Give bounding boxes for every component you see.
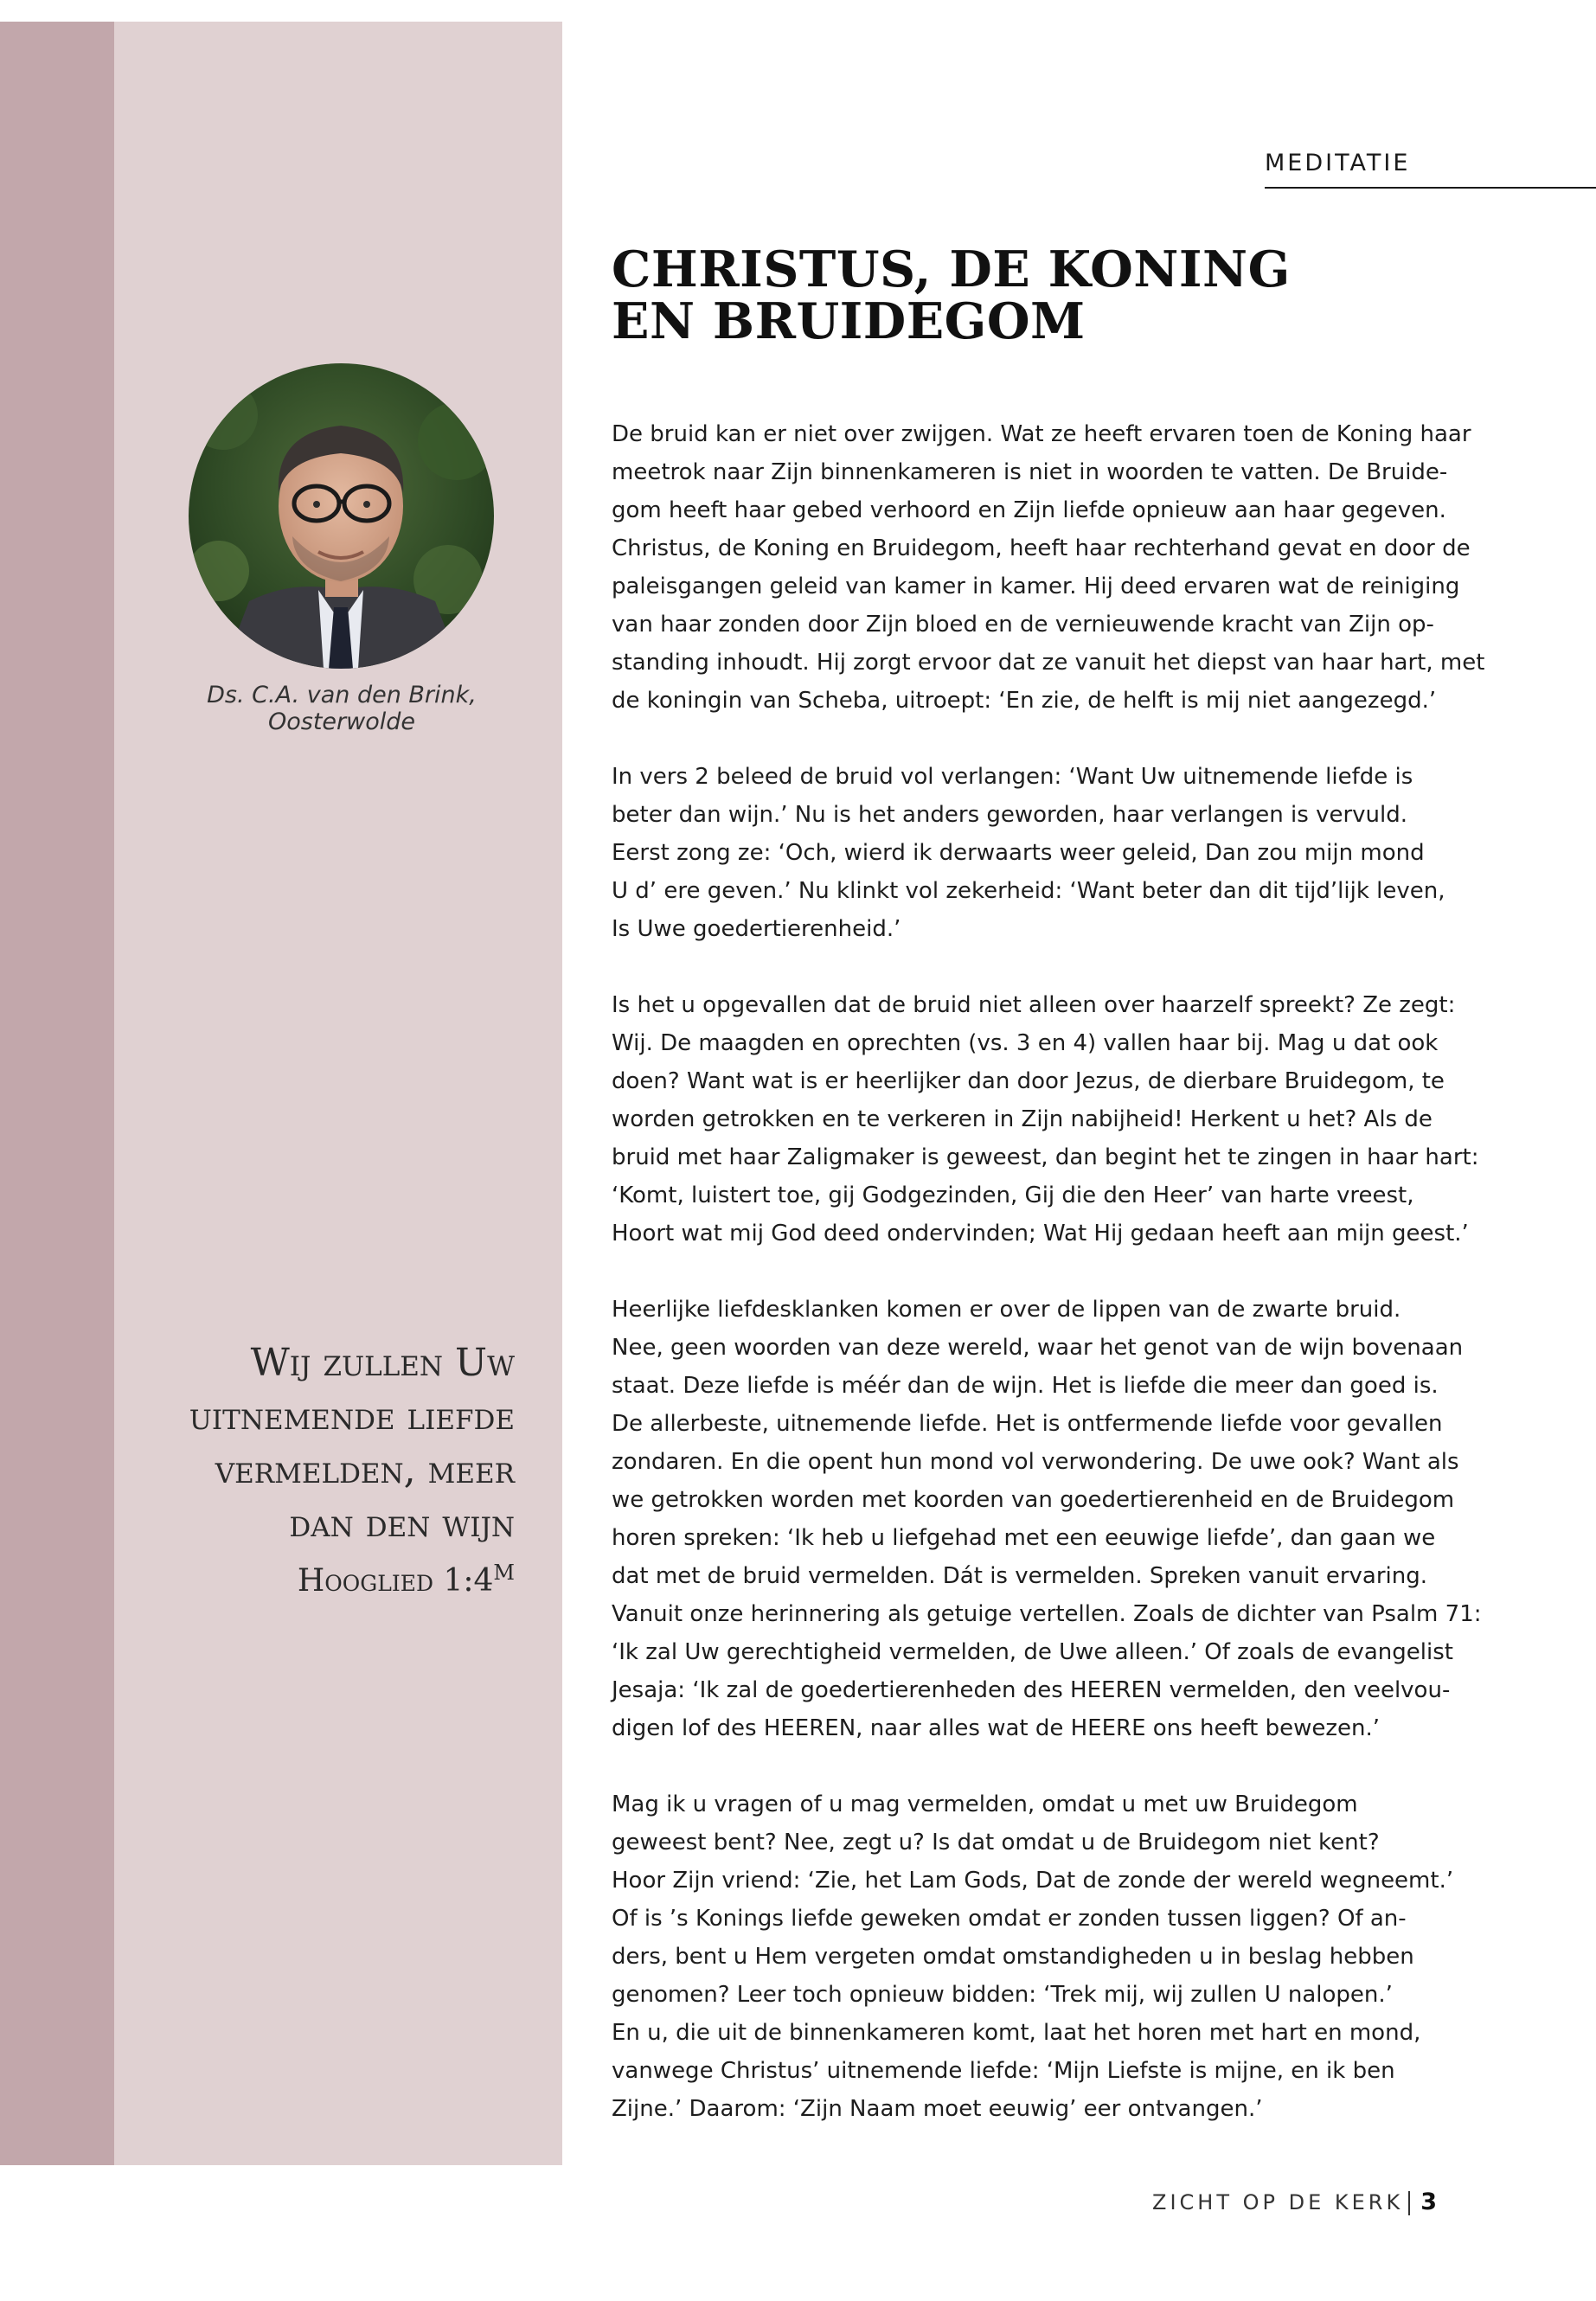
margin-band-dark <box>0 22 114 2165</box>
article-body <box>612 415 1485 2166</box>
text-line: beter dan wijn.’ Nu is het anders geworden, haar verlangen is vervuld. <box>612 802 1408 828</box>
pull-quote-reference-sup: M <box>493 1561 515 1585</box>
article-title <box>612 240 1390 350</box>
pull-quote <box>121 1336 515 1603</box>
text-line: geweest bent? Nee, zegt u? Is dat omdat u de Bruidegom niet kent? <box>612 1830 1380 1856</box>
text-line: van haar zonden door Zijn bloed en de vernieuwende kracht van Zijn op- <box>612 612 1434 638</box>
text-line: Heerlijke liefdesklanken komen er over de lippen van de zwarte bruid. <box>612 1297 1401 1323</box>
text-line: ders, bent u Hem vergeten omdat omstandigheden u in beslag hebben <box>612 1944 1414 1970</box>
text-line: Zijne.’ Daarom: ‘Zijn Naam moet eeuwig’ eer ontvangen.’ <box>612 2096 1263 2122</box>
pull-quote-line: uitnemende liefde <box>189 1394 515 1439</box>
text-line: Vanuit onze herinnering als getuige vertellen. Zoals de dichter van Psalm 71: <box>612 1601 1482 1627</box>
section-label-rule <box>1265 187 1596 189</box>
text-line: Is het u opgevallen dat de bruid niet alleen over haarzelf spreekt? Ze zegt: <box>612 992 1456 1018</box>
text-line: dat met de bruid vermelden. Dát is vermelden. Spreken vanuit ervaring. <box>612 1563 1428 1589</box>
text-line: ‘Komt, luistert toe, gij Godgezinden, Gij die den Heer’ van harte vreest, <box>612 1183 1414 1208</box>
text-line: worden getrokken en te verkeren in Zijn nabijheid! Herkent u het? Als de <box>612 1106 1433 1132</box>
text-line: horen spreken: ‘Ik heb u liefgehad met een eeuwige liefde’, dan gaan we <box>612 1525 1436 1551</box>
title-line: CHRISTUS, DE KONING <box>612 240 1291 298</box>
pull-quote-reference <box>121 1551 515 1603</box>
article-paragraph <box>612 415 1485 720</box>
footer-divider <box>1408 2191 1410 2215</box>
pull-quote-text <box>121 1336 515 1551</box>
text-line: staat. Deze liefde is méér dan de wijn. Het is liefde die meer dan goed is. <box>612 1373 1439 1399</box>
text-line: bruid met haar Zaligmaker is geweest, dan begint het te zingen in haar hart: <box>612 1144 1479 1170</box>
section-label: MEDITATIE <box>1265 150 1411 176</box>
text-line: In vers 2 beleed de bruid vol verlangen: ‘Want Uw uitnemende liefde is <box>612 764 1413 790</box>
text-line: Is Uwe goedertierenheid.’ <box>612 916 901 942</box>
text-line: De allerbeste, uitnemende liefde. Het is ontfermende liefde voor gevallen <box>612 1411 1443 1437</box>
article-paragraph <box>612 986 1479 1253</box>
margin-band-light <box>114 22 562 2165</box>
text-line: Wij. De maagden en oprechten (vs. 3 en 4) vallen haar bij. Mag u dat ook <box>612 1030 1439 1056</box>
text-line: Mag ik u vragen of u mag vermelden, omdat u met uw Bruidegom <box>612 1791 1358 1817</box>
text-line: ‘Ik zal Uw gerechtigheid vermelden, de Uwe alleen.’ Of zoals de evangelist <box>612 1639 1453 1665</box>
text-line: Nee, geen woorden van deze wereld, waar het genot van de wijn bovenaan <box>612 1335 1464 1361</box>
text-line: Eerst zong ze: ‘Och, wierd ik derwaarts weer geleid, Dan zou mijn mond <box>612 840 1425 866</box>
article-paragraph <box>612 1291 1482 1747</box>
text-line: vanwege Christus’ uitnemende liefde: ‘Mijn Liefste is mijne, en ik ben <box>612 2058 1395 2084</box>
text-line: Of is ’s Konings liefde geweken omdat er zonden tussen liggen? Of an- <box>612 1906 1407 1932</box>
text-line: De bruid kan er niet over zwijgen. Wat ze heeft ervaren toen de Koning haar <box>612 421 1471 447</box>
text-line: genomen? Leer toch opnieuw bidden: ‘Trek mij, wij zullen U nalopen.’ <box>612 1982 1393 2008</box>
text-line: doen? Want wat is er heerlijker dan door Jezus, de dierbare Bruidegom, te <box>612 1068 1445 1094</box>
author-photo-illustration <box>189 363 494 669</box>
page-number: 3 <box>1420 2189 1437 2215</box>
article-paragraph <box>612 1785 1454 2128</box>
pull-quote-line: vermelden, meer <box>215 1448 515 1492</box>
text-line: Hoort wat mij God deed ondervinden; Wat Hij gedaan heeft aan mijn geest.’ <box>612 1221 1469 1247</box>
page-footer <box>1152 2189 1437 2215</box>
text-line: standing inhoudt. Hij zorgt ervoor dat ze vanuit het diepst van haar hart, met <box>612 650 1485 676</box>
author-photo <box>189 363 494 669</box>
text-line: zondaren. En die opent hun mond vol verwondering. De uwe ook? Want als <box>612 1449 1459 1475</box>
text-line: Hoor Zijn vriend: ‘Zie, het Lam Gods, Dat de zonde der wereld wegneemt.’ <box>612 1868 1454 1894</box>
text-line: de koningin van Scheba, uitroept: ‘En zie, de helft is mij niet aangezegd.’ <box>612 688 1437 714</box>
text-line: paleisgangen geleid van kamer in kamer. Hij deed ervaren wat de reiniging <box>612 574 1460 599</box>
text-line: Christus, de Koning en Bruidegom, heeft haar rechterhand gevat en door de <box>612 535 1471 561</box>
article-paragraph <box>612 758 1446 948</box>
author-caption: Ds. C.A. van den Brink, Oosterwolde <box>207 682 477 735</box>
text-line: meetrok naar Zijn binnenkameren is niet in woorden te vatten. De Bruide- <box>612 459 1448 485</box>
text-line: digen lof des HEEREN, naar alles wat de HEERE ons heeft bewezen.’ <box>612 1715 1381 1741</box>
pull-quote-line: Wij zullen Uw <box>250 1341 515 1385</box>
title-line: EN BRUIDEGOM <box>612 292 1086 350</box>
text-line: En u, die uit de binnenkameren komt, laat het horen met hart en mond, <box>612 2020 1421 2046</box>
text-line: gom heeft haar gebed verhoord en Zijn liefde opnieuw aan haar gegeven. <box>612 497 1446 523</box>
text-line: Jesaja: ‘Ik zal de goedertierenheden des HEEREN vermelden, den veelvou- <box>612 1677 1451 1703</box>
text-line: we getrokken worden met koorden van goedertierenheid en de Bruidegom <box>612 1487 1455 1513</box>
publication-name: ZICHT OP DE KERK <box>1152 2190 1404 2214</box>
pull-quote-line: dan den wijn <box>289 1502 515 1546</box>
text-line: U d’ ere geven.’ Nu klinkt vol zekerheid: ‘Want beter dan dit tijd’lijk leven, <box>612 878 1445 904</box>
pull-quote-reference-text: Hooglied 1:4 <box>297 1563 494 1599</box>
